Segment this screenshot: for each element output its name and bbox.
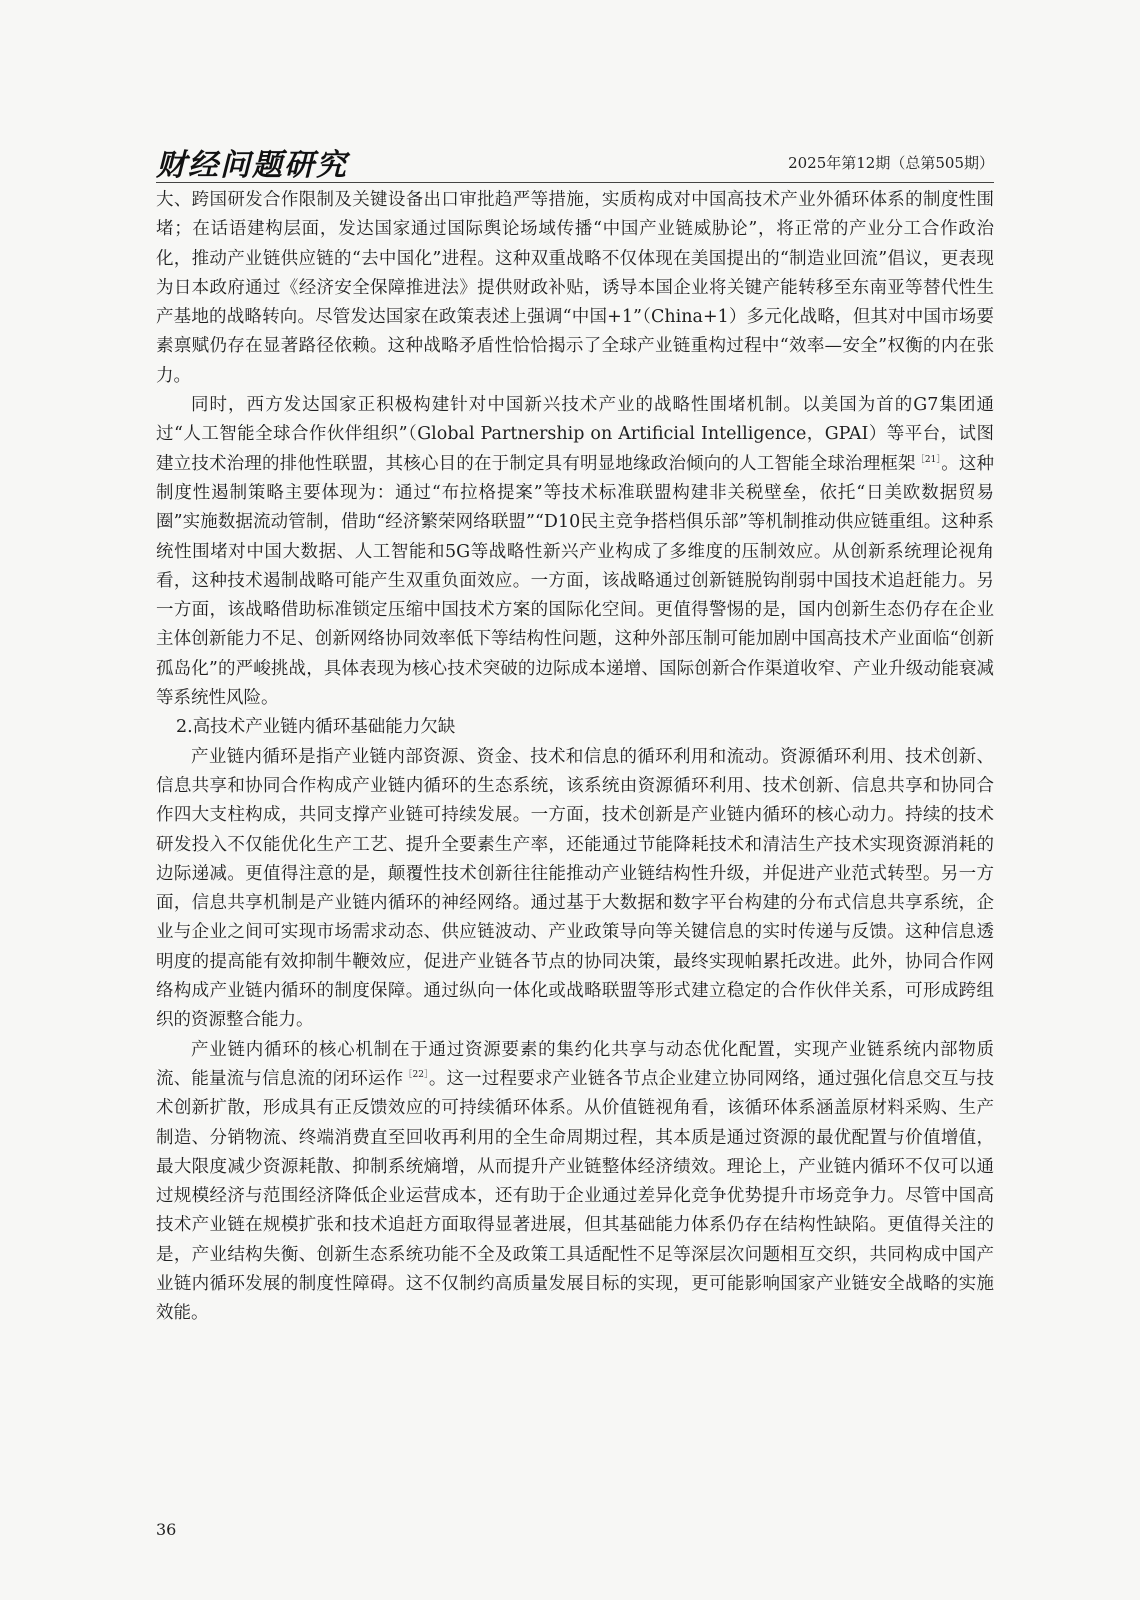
paragraph-text: 。这种制度性遏制策略主要体现为：通过“布拉格提案”等技术标准联盟构建非关税壁垒，依托“日美欧数据贸易圈”实施数据流动管制，借助“经济繁荣网络联盟”“D10民主竞争搭档俱乐部”等机制推动供应链重组。这种系统性围堵对中国大数据、人工智能和5G等战略性新兴产业构成了多维度的压制效应。从创新系统理论视角看，这种技术遏制战略可能产生双重负面效应。一方面，该战略通过创新链脱钩削弱中国技术追赶能力。另一方面，该战略借助标准锁定压缩中国技术方案的国际化空间。更值得警惕的是，国内创新生态仍存在企业主体创新能力不足、创新网络协同效率低下等结构性问题，这种外部压制可能加剧中国高技术产业面临“创新孤岛化”的严峻挑战，具体表现为核心技术突破的边际成本递增、国际创新合作渠道收窄、产业升级动能衰减等系统性风险。 [156,453,995,709]
issue-label: 2025年第12期（总第505期） [788,154,994,172]
section-subheading [156,713,994,742]
running-header [156,140,994,183]
paragraph-text: 同时，西方发达国家正积极构建针对中国新兴技术产业的战略性围堵机制。以美国为首的G7集团通过“人工智能全球合作伙伴组织”（Global Partnership on Artificial Intelligence，GPAI）等平台，试图建立技术治理的排他性联盟，其核心目的在于制定具有明显地缘政治倾向的人工智能全球治理框架 [156,395,994,474]
paragraph-continued [156,186,994,391]
paragraph [156,743,994,1036]
journal-title: 财经问题研究 [156,148,348,183]
paragraph-text: 产业链内循环是指产业链内部资源、资金、技术和信息的循环利用和流动。资源循环利用、技术创新、信息共享和协同合作构成产业链内循环的生态系统，该系统由资源循环利用、技术创新、信息共享和协同合作四大支柱构成，共同支撑产业链可持续发展。一方面，技术创新是产业链内循环的核心动力。持续的技术研发投入不仅能优化生产工艺、提升全要素生产率，还能通过节能降耗技术和清洁生产技术实现资源消耗的边际递减。更值得注意的是，颠覆性技术创新往往能推动产业链结构性升级，并促进产业范式转型。另一方面，信息共享机制是产业链内循环的神经网络。通过基于大数据和数字平台构建的分布式信息共享系统，企业与企业之间可实现市场需求动态、供应链波动、产业政策导向等关键信息的实时传递与反馈。这种信息透明度的提高能有效抑制牛鞭效应，促进产业链各节点的协同决策，最终实现帕累托改进。此外，协同合作网络构成产业链内循环的制度保障。通过纵向一体化或战略联盟等形式建立稳定的合作伙伴关系，可形成跨组织的资源整合能力。 [156,746,994,1031]
page-number: 36 [156,1520,177,1539]
paragraph [156,1036,994,1329]
article-body [156,186,994,1329]
paragraph-text: 产业链内循环的核心机制在于通过资源要素的集约化共享与动态优化配置，实现产业链系统内部物质流、能量流与信息流的闭环运作 [156,1039,994,1089]
citation-ref: ［21］ [915,454,942,465]
citation-ref: ［22］ [403,1069,429,1080]
header-rule [156,182,994,183]
paragraph-text: 大、跨国研发合作限制及关键设备出口审批趋严等措施，实质构成对中国高技术产业外循环体系的制度性围堵；在话语建构层面，发达国家通过国际舆论场域传播“中国产业链威胁论”，将正常的产业分工合作政治化，推动产业链供应链的“去中国化”进程。这种双重战略不仅体现在美国提出的“制造业回流”倡议，更表现为日本政府通过《经济安全保障推进法》提供财政补贴，诱导本国企业将关键产能转移至东南亚等替代性生产基地的战略转向。尽管发达国家在政策表述上强调“中国+1”（China+1）多元化战略，但其对中国市场要素禀赋仍存在显著路径依赖。这种战略矛盾性恰恰揭示了全球产业链重构过程中“效率—安全”权衡的内在张力。 [156,190,994,386]
subheading-text: 2.高技术产业链内循环基础能力欠缺 [176,717,456,738]
paragraph-text: 。这一过程要求产业链各节点企业建立协同网络，通过强化信息交互与技术创新扩散，形成具有正反馈效应的可持续循环体系。从价值链视角看，该循环体系涵盖原材料采购、生产制造、分销物流、终端消费直至回收再利用的全生命周期过程，其本质是通过资源的最优配置与价值增值，最大限度减少资源耗散、抑制系统熵增，从而提升产业链整体经济绩效。理论上，产业链内循环不仅可以通过规模经济与范围经济降低企业运营成本，还有助于企业通过差异化竞争优势提升市场竞争力。尽管中国高技术产业链在规模扩张和技术追赶方面取得显著进展，但其基础能力体系仍存在结构性缺陷。更值得关注的是，产业结构失衡、创新生态系统功能不全及政策工具适配性不足等深层次问题相互交织，共同构成中国产业链内循环发展的制度性障碍。这不仅制约高质量发展目标的实现，更可能影响国家产业链安全战略的实施效能。 [156,1068,995,1324]
paragraph [156,391,994,713]
